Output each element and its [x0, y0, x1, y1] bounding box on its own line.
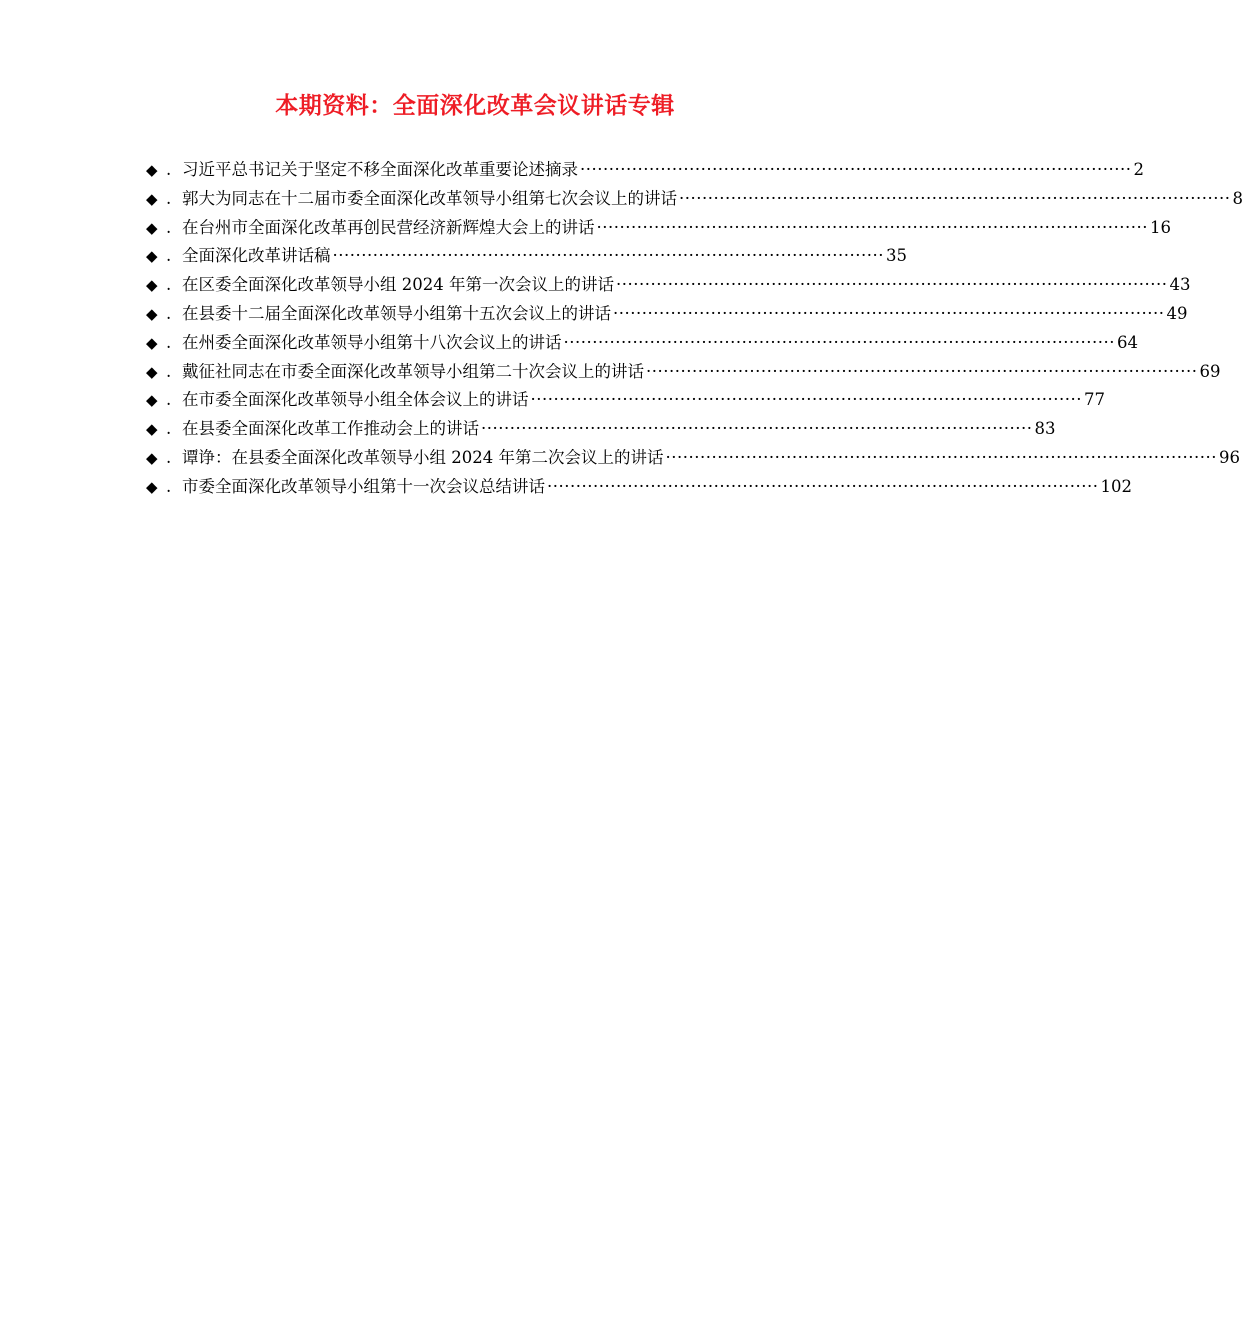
toc-entry-title: 戴征社同志在市委全面深化改革领导小组第二十次会议上的讲话 — [182, 361, 644, 381]
toc-entry[interactable] — [146, 444, 1240, 473]
toc-entry-page: 83 — [1034, 419, 1056, 439]
page-title: 本期资料：全面深化改革会议讲话专辑 — [275, 93, 675, 119]
diamond-bullet-icon: ◆ — [146, 333, 158, 352]
toc-entry[interactable] — [146, 329, 1139, 358]
dot-leader — [564, 329, 1116, 358]
dot-leader — [547, 473, 1099, 502]
toc-entry[interactable] — [146, 300, 1188, 329]
toc-entry[interactable] — [146, 156, 1145, 185]
diamond-bullet-icon: ◆ — [146, 218, 158, 237]
toc-entry-title: 习近平总书记关于坚定不移全面深化改革重要论述摘录 — [182, 160, 578, 179]
dot-leader — [580, 156, 1132, 185]
bullet-separator: . — [166, 188, 172, 208]
bullet-separator: . — [166, 390, 172, 410]
toc-entry[interactable] — [146, 214, 1172, 243]
toc-entry-page: 8 — [1232, 188, 1243, 208]
toc-entry-title: 在县委全面深化改革工作推动会上的讲话 — [182, 419, 479, 439]
toc-entry[interactable] — [146, 358, 1221, 387]
toc-entry-title: 郭大为同志在十二届市委全面深化改革领导小组第七次会议上的讲话 — [182, 188, 677, 208]
bullet-separator: . — [166, 476, 172, 496]
toc-entry-title: 市委全面深化改革领导小组第十一次会议总结讲话 — [182, 476, 545, 496]
diamond-bullet-icon: ◆ — [146, 477, 158, 496]
bullet-separator: . — [166, 275, 172, 295]
toc-entry-title: 谭诤：在县委全面深化改革领导小组 2024 年第二次会议上的讲话 — [182, 447, 664, 467]
toc-entry-page: 102 — [1100, 476, 1133, 496]
bullet-separator: . — [166, 217, 172, 237]
bullet-separator: . — [166, 303, 172, 323]
bullet-separator: . — [166, 332, 172, 352]
toc-entry-title: 全面深化改革讲话稿 — [182, 246, 331, 266]
toc-entry-title: 在县委十二届全面深化改革领导小组第十五次会议上的讲话 — [182, 303, 611, 323]
toc-entry-page: 2 — [1133, 160, 1145, 179]
table-of-contents — [146, 156, 1243, 502]
diamond-bullet-icon: ◆ — [146, 362, 158, 381]
toc-entry[interactable] — [146, 185, 1243, 214]
bullet-separator: . — [166, 447, 172, 467]
toc-entry-page: 96 — [1219, 447, 1240, 467]
diamond-bullet-icon: ◆ — [146, 276, 158, 295]
toc-entry[interactable] — [146, 415, 1056, 444]
bullet-separator: . — [166, 160, 172, 179]
toc-entry-title: 在台州市全面深化改革再创民营经济新辉煌大会上的讲话 — [182, 217, 595, 237]
diamond-bullet-icon: ◆ — [146, 391, 158, 410]
toc-entry[interactable] — [146, 242, 908, 271]
dot-leader — [679, 185, 1231, 214]
toc-entry-page: 69 — [1199, 361, 1221, 381]
diamond-bullet-icon: ◆ — [146, 420, 158, 439]
bullet-separator: . — [166, 246, 172, 266]
dot-leader — [616, 271, 1168, 300]
diamond-bullet-icon: ◆ — [146, 189, 158, 208]
toc-entry-page: 43 — [1169, 275, 1191, 295]
toc-entry-title: 在市委全面深化改革领导小组全体会议上的讲话 — [182, 390, 529, 410]
dot-leader — [613, 300, 1165, 329]
toc-entry-page: 35 — [886, 246, 908, 266]
toc-entry-page: 64 — [1117, 332, 1139, 352]
toc-entry-title: 在区委全面深化改革领导小组 2024 年第一次会议上的讲话 — [182, 275, 614, 295]
toc-entry-title: 在州委全面深化改革领导小组第十八次会议上的讲话 — [182, 332, 562, 352]
dot-leader — [597, 214, 1149, 243]
bullet-separator: . — [166, 419, 172, 439]
diamond-bullet-icon: ◆ — [146, 304, 158, 323]
diamond-bullet-icon: ◆ — [146, 161, 158, 179]
toc-entry[interactable] — [146, 386, 1106, 415]
dot-leader — [481, 415, 1033, 444]
toc-entry-page: 49 — [1166, 303, 1188, 323]
toc-entry-page: 16 — [1150, 217, 1172, 237]
dot-leader — [333, 242, 885, 271]
toc-entry-page: 77 — [1084, 390, 1106, 410]
diamond-bullet-icon: ◆ — [146, 247, 158, 266]
dot-leader — [665, 444, 1217, 473]
toc-entry[interactable] — [146, 473, 1133, 502]
dot-leader — [531, 386, 1083, 415]
toc-entry[interactable] — [146, 271, 1191, 300]
bullet-separator: . — [166, 361, 172, 381]
dot-leader — [646, 358, 1198, 387]
diamond-bullet-icon: ◆ — [146, 448, 158, 467]
